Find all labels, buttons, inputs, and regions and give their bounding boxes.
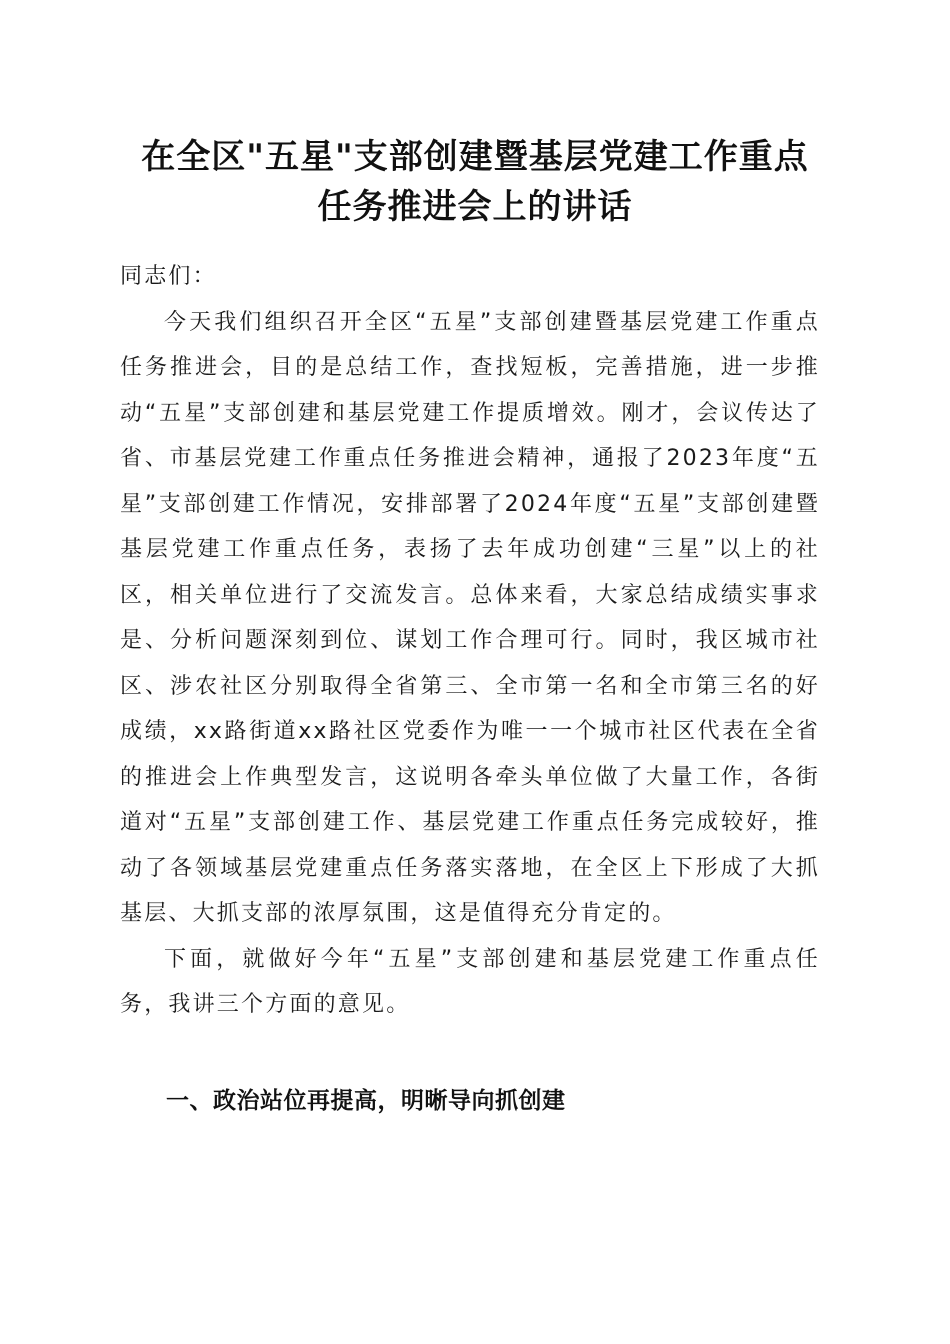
title-line-2: 任务推进会上的讲话	[317, 187, 633, 227]
title-line-1: 在全区"五星"支部创建暨基层党建工作重点	[141, 137, 809, 177]
paragraph-2: 下面，就做好今年“五星”支部创建和基层党建工作重点任务，我讲三个方面的意见。	[120, 946, 820, 1017]
paragraph-1: 今天我们组织召开全区“五星”支部创建暨基层党建工作重点任务推进会，目的是总结工作，查找短板，完善措施，进一步推动“五星”支部创建和基层党建工作提质增效。刚才，会议传达了省、市基层党建工作重点任务推进会精神，通报了2023年度“五星”支部创建工作情况，安排部署了2024年度“五星”支部创建暨基层党建工作重点任务，表扬了去年成功创建“三星”以上的社区，相关单位进行了交流发言。总体来看，大家总结成绩实事求是、分析问题深刻到位、谋划工作合理可行。同时，我区城市社区、涉农社区分别取得全省第三、全市第一名和全市第三名的好成绩，xx路街道xx路社区党委作为唯一一个城市社区代表在全省的推进会上作典型发言，这说明各牵头单位做了大量工作，各街道对“五星”支部创建工作、基层党建工作重点任务完成较好，推动了各领域基层党建重点任务落实落地，在全区上下形成了大抓基层、大抓支部的浓厚氛围，这是值得充分肯定的。	[120, 309, 820, 926]
document-body	[120, 254, 820, 1028]
document-title	[100, 132, 850, 232]
salutation: 同志们：	[120, 264, 217, 289]
section-heading: 一、政治站位再提高，明晰导向抓创建	[166, 1088, 566, 1114]
